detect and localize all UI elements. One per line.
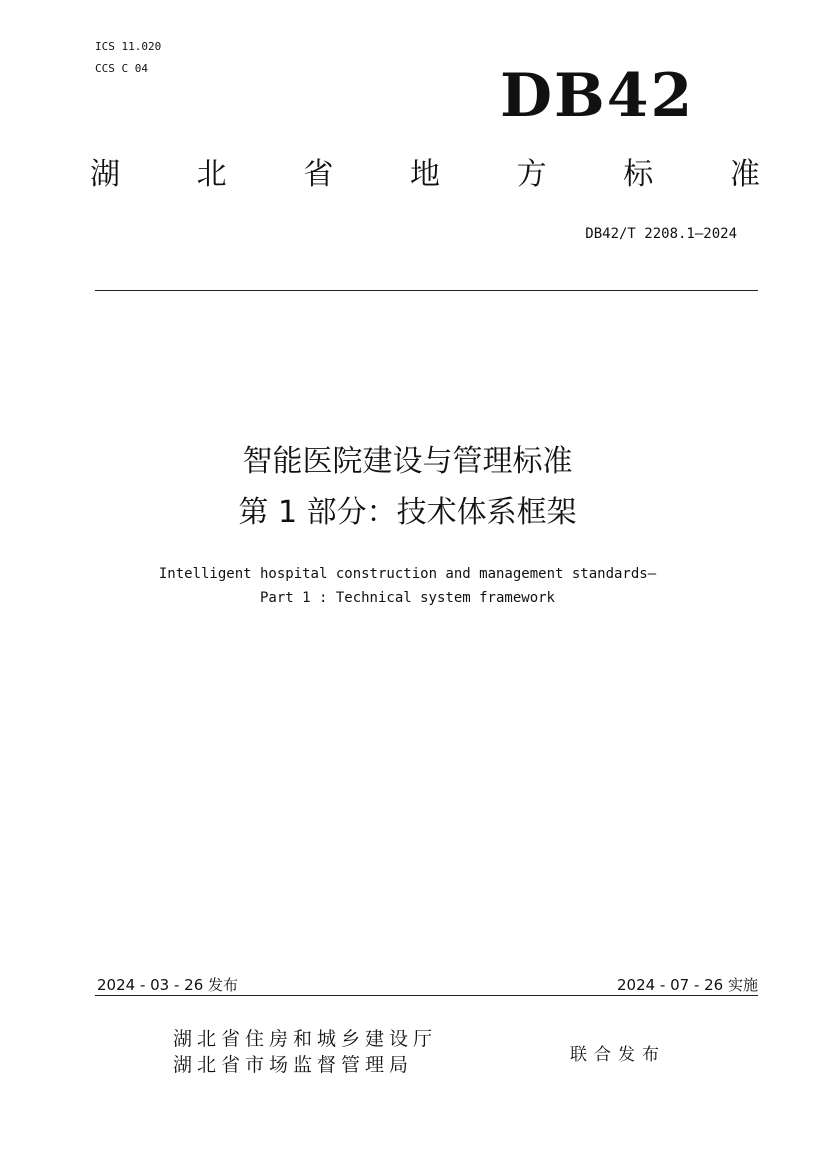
standard-type-char: 标 bbox=[623, 157, 654, 192]
standard-code: DB42 bbox=[500, 61, 695, 131]
standard-type bbox=[90, 157, 760, 192]
title-english-line2: Part 1 : Technical system framework bbox=[259, 590, 555, 606]
title-chinese-line2: 第 1 部分：技术体系框架 bbox=[238, 495, 577, 530]
standard-type-char: 准 bbox=[729, 157, 760, 192]
title-english-line1: Intelligent hospital construction and management standards— bbox=[158, 566, 657, 582]
ics-code: ICS 11.020 bbox=[95, 40, 162, 53]
standard-type-char: 方 bbox=[516, 157, 547, 192]
publish-date: 2024 - 03 - 26 发布 bbox=[97, 976, 239, 994]
standard-type-char: 地 bbox=[409, 157, 440, 192]
ccs-code: CCS C 04 bbox=[95, 62, 148, 75]
joint-issue-label: 联合发布 bbox=[570, 1045, 666, 1065]
standard-type-char: 省 bbox=[303, 157, 334, 192]
title-chinese-line1: 智能医院建设与管理标准 bbox=[242, 444, 573, 479]
issuer-line2: 湖北省市场监督管理局 bbox=[173, 1054, 414, 1076]
document-number: DB42/T 2208.1—2024 bbox=[585, 226, 737, 242]
issuer-line1: 湖北省住房和城乡建设厅 bbox=[173, 1028, 438, 1050]
implement-date: 2024 - 07 - 26 实施 bbox=[616, 976, 758, 994]
standard-type-char: 湖 bbox=[90, 157, 120, 192]
header-divider bbox=[95, 290, 758, 291]
footer-divider bbox=[95, 995, 758, 996]
standard-type-char: 北 bbox=[196, 157, 227, 192]
